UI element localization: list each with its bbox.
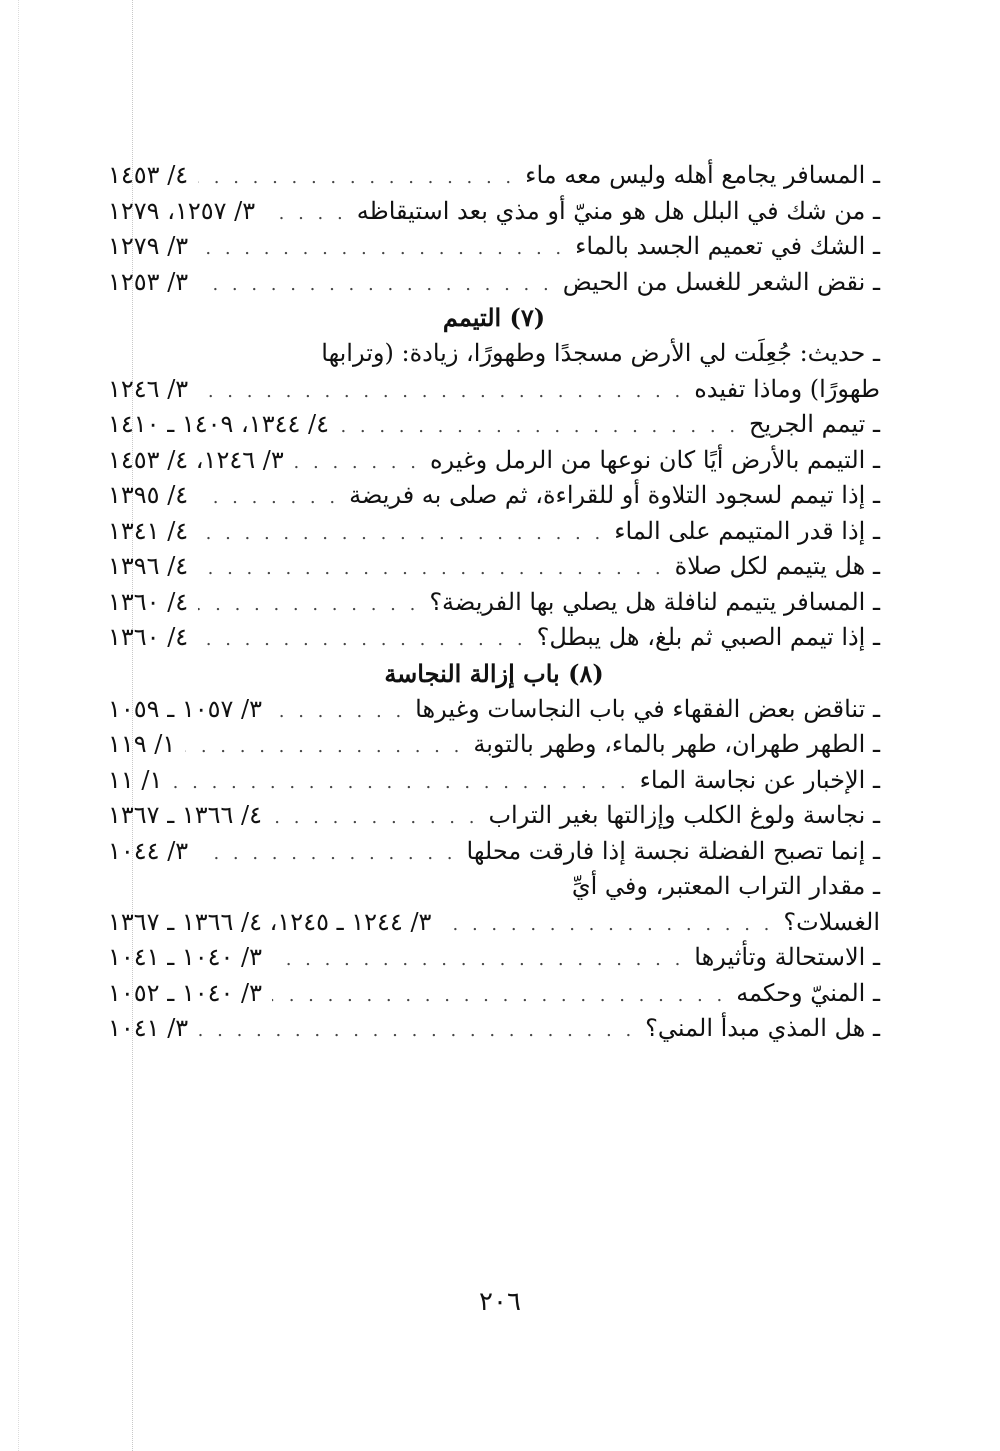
index-entry <box>108 194 880 230</box>
entry-text: ـ تيمم الجريح <box>749 410 880 438</box>
entry-ref: ٤/ ١٤٥٣ <box>108 161 189 189</box>
entry-ref: ٣/ ١٠٤١ <box>108 1014 189 1042</box>
index-entry <box>108 692 880 728</box>
index-entry <box>108 585 880 621</box>
entry-ref: ٣/ ١٢٧٩ <box>108 232 189 260</box>
index-entry <box>108 727 880 763</box>
entry-text: ـ إذا قدر المتيمم على الماء <box>614 516 880 545</box>
entry-ref: ٤/ ١٣٩٥ <box>108 481 189 509</box>
entry-ref: ٤/ ١٣٤٤، ١٤٠٩ ـ ١٤١٠ <box>108 410 329 438</box>
entry-text: ـ إنما تصبح الفضلة نجسة إذا فارقت محلها <box>466 836 880 865</box>
entry-ref: ٣/ ١٢٥٧، ١٢٧٩ <box>108 196 256 225</box>
index-entry <box>108 407 880 443</box>
entry-text: ـ من شك في البلل هل هو منيّ أو مذي بعد استيقاظه <box>356 196 880 225</box>
index-entry <box>108 905 880 941</box>
dot-leader <box>198 480 339 516</box>
entry-text: ـ تناقض بعض الفقهاء في باب النجاسات وغيرها <box>415 694 880 723</box>
section-heading: (٧) التيمم <box>442 303 546 332</box>
entry-ref: ٤/ ١٣٤١ <box>108 516 189 545</box>
entry-ref: ٤/ ١٣٦٦ ـ ١٣٦٧ <box>108 801 263 829</box>
dot-leader <box>198 231 565 267</box>
index-entry <box>108 869 880 905</box>
entry-ref: ٤/ ١٣٦٠ <box>108 623 189 651</box>
index-entry <box>108 1011 880 1047</box>
entry-text: ـ هل يتيمم لكل صلاة <box>674 552 880 580</box>
index-section <box>108 656 880 1047</box>
index-entry <box>108 976 880 1012</box>
index-entry <box>108 763 880 799</box>
entry-text: ـ المسافر يتيمم لنافلة هل يصلي بها الفريضة؟ <box>429 587 880 616</box>
index-entry <box>108 229 880 265</box>
index-entry <box>108 372 880 408</box>
entry-ref: ٣/ ١٠٤٤ <box>108 836 189 865</box>
entry-text: ـ الطهر طهران، طهر بالماء، وطهر بالتوبة <box>473 730 880 758</box>
dot-leader <box>172 765 629 801</box>
dot-leader <box>198 836 456 872</box>
dot-leader <box>294 445 420 481</box>
dot-leader <box>198 622 526 658</box>
entry-text: ـ نجاسة ولوغ الكلب وإزالتها بغير التراب <box>488 801 880 829</box>
dot-leader <box>198 374 684 410</box>
entry-ref: ١/ ١١٩ <box>108 730 176 758</box>
entry-ref: ٤/ ١٣٦٠ <box>108 587 189 616</box>
dot-leader <box>272 694 405 730</box>
entry-text: ـ حديث: جُعِلَت لي الأرض مسجدًا وطهورًا، زيادة: (وترابها <box>321 339 880 367</box>
entry-text: ـ إذا تيمم الصبي ثم بلغ، هل يبطل؟ <box>536 623 880 651</box>
dot-leader <box>198 160 515 196</box>
dot-leader <box>198 551 664 587</box>
entry-ref: ٣/ ١٠٥٧ ـ ١٠٥٩ <box>108 694 263 723</box>
entry-ref: ٣/ ١٠٤٠ ـ ١٠٥٢ <box>108 978 263 1007</box>
entry-ref: ٣/ ١٢٤٦ <box>108 374 189 403</box>
dot-leader <box>198 267 553 303</box>
index-entry <box>108 940 880 976</box>
dot-leader <box>185 729 463 765</box>
entry-text: الغسلات؟ <box>783 907 880 936</box>
scan-edge-line <box>18 0 19 1451</box>
entry-text: ـ الإخبار عن نجاسة الماء <box>639 765 880 794</box>
entry-text: ـ التيمم بالأرض أيًا كان نوعها من الرمل وغيره <box>429 445 880 474</box>
entry-text: ـ الاستحالة وتأثيرها <box>694 943 880 971</box>
index-entry <box>108 549 880 585</box>
entry-text: ـ نقض الشعر للغسل من الحيض <box>562 267 880 296</box>
entry-text: ـ الشك في تعميم الجسد بالماء <box>575 232 880 260</box>
index-entry <box>108 834 880 870</box>
index-entry <box>108 443 880 479</box>
dot-leader <box>198 587 419 623</box>
index-entry <box>108 336 880 372</box>
dot-leader <box>441 907 773 943</box>
index-section <box>108 300 880 656</box>
entry-text: طهورًا) وماذا تفيده <box>694 374 880 403</box>
entry-text: ـ هل المذي مبدأ المني؟ <box>645 1014 880 1042</box>
index-entry <box>108 620 880 656</box>
index-entry <box>108 265 880 301</box>
index-entry <box>108 158 880 194</box>
entry-text: ـ إذا تيمم لسجود التلاوة أو للقراءة، ثم صلى به فريضة <box>349 481 880 509</box>
entry-ref: ٤/ ١٣٩٦ <box>108 552 189 580</box>
index-entry <box>108 478 880 514</box>
index-page <box>108 158 880 1047</box>
entry-ref: ٣/ ١٢٥٣ <box>108 267 189 296</box>
dot-leader <box>272 942 684 978</box>
dot-leader <box>339 409 739 445</box>
entry-text: ـ المنيّ وحكمه <box>736 978 880 1007</box>
dot-leader <box>272 800 478 836</box>
entry-ref: ٣/ ١٢٤٦، ٤/ ١٤٥٣ <box>108 445 284 474</box>
index-entry <box>108 798 880 834</box>
entry-text: ـ المسافر يجامع أهله وليس معه ماء <box>525 161 880 189</box>
entry-ref: ١/ ١١ <box>108 765 163 794</box>
entry-ref: ٣/ ١٢٤٤ ـ ١٢٤٥، ٤/ ١٣٦٦ ـ ١٣٦٧ <box>108 907 432 936</box>
entry-text: ـ مقدار التراب المعتبر، وفي أيِّ <box>571 872 880 900</box>
section-heading: (٨) باب إزالة النجاسة <box>384 658 604 688</box>
dot-leader <box>198 1013 635 1049</box>
dot-leader <box>265 196 347 232</box>
dot-leader <box>198 516 604 552</box>
index-entry <box>108 514 880 550</box>
page-number: ٢٠٦ <box>479 1287 521 1317</box>
index-section <box>108 158 880 300</box>
dot-leader <box>272 978 726 1014</box>
entry-ref: ٣/ ١٠٤٠ ـ ١٠٤١ <box>108 943 263 971</box>
